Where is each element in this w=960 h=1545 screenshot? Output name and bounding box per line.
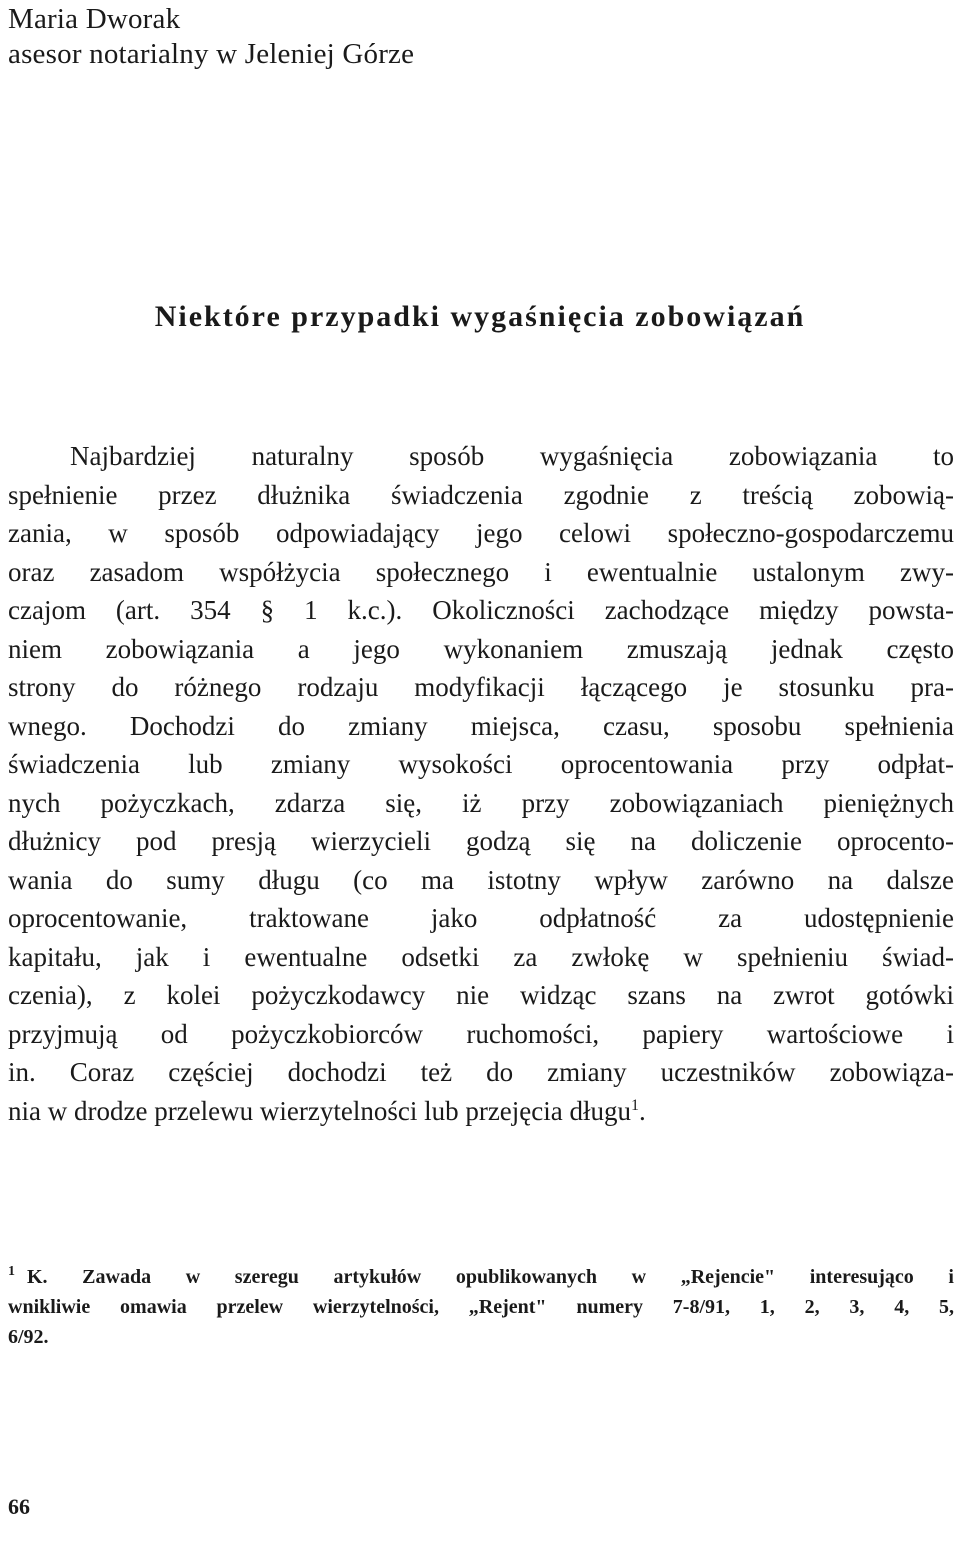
body-line: dłużnicy pod presją wierzycieli godzą się na doliczenie oprocento-: [8, 826, 954, 856]
body-line: wnego. Dochodzi do zmiany miejsca, czasu, sposobu spełnienia: [8, 710, 954, 741]
body-line: czajom (art. 354 § 1 k.c.). Okoliczności zachodzące między powsta-: [8, 595, 954, 625]
footnote-marker: 1: [8, 1264, 15, 1280]
page-number: 66: [8, 1494, 30, 1519]
author-block: [8, 2, 414, 72]
body-line: wania do sumy długu (co ma istotny wpływ zarówno na dalsze: [8, 864, 954, 895]
body-line: spełnienie przez dłużnika świadczenia zgodnie z treścią zobowią-: [8, 479, 954, 510]
body-line: Najbardziej naturalny sposób wygaśnięcia zobowiązania to: [70, 441, 954, 471]
body-line: przyjmują od pożyczkobiorców ruchomości, papiery wartościowe i: [8, 1018, 954, 1049]
article-body: [8, 437, 954, 1130]
body-line-last: [8, 1092, 954, 1131]
body-line: kapitału, jak i ewentualne odsetki za zwłokę w spełnieniu świad-: [8, 941, 954, 972]
footnote-line: wnikliwie omawia przelew wierzytelności, „Rejent" numery 7-8/91, 1, 2, 3, 4, 5,: [8, 1296, 954, 1318]
footnote-first-text: K. Zawada w szeregu artykułów opublikowanych w „Rejencie" interesująco i: [27, 1266, 954, 1288]
body-last-punct: .: [639, 1095, 646, 1126]
body-line: świadczenia lub zmiany wysokości oprocentowania przy odpłat-: [8, 749, 954, 779]
article-title: Niektóre przypadki wygaśnięcia zobowiązań: [154, 300, 806, 333]
body-line: strony do różnego rodzaju modyfikacji łączącego je stosunku pra-: [8, 672, 954, 702]
author-position: asesor notarialny w Jeleniej Górze: [8, 38, 415, 70]
body-line: nych pożyczkach, zdarza się, iż przy zobowiązaniach pieniężnych: [8, 787, 954, 818]
body-last-text: nia w drodze przelewu wierzytelności lub przejęcia długu: [8, 1095, 631, 1126]
body-line: zania, w sposób odpowiadający jego celowi społeczno-gospodarczemu: [8, 518, 954, 548]
body-line: oraz zasadom współżycia społecznego i ewentualnie ustalonym zwy-: [8, 556, 954, 587]
body-line: oprocentowanie, traktowane jako odpłatność za udostępnienie: [8, 903, 954, 933]
author-name: Maria Dworak: [8, 3, 181, 35]
footnote-reference[interactable]: 1: [631, 1096, 639, 1114]
body-line: in. Coraz częściej dochodzi też do zmiany uczestników zobowiąza-: [8, 1057, 954, 1087]
footnote-line: [8, 1262, 954, 1292]
footnote: [8, 1262, 954, 1352]
body-line: niem zobowiązania a jego wykonaniem zmuszają jednak często: [8, 633, 954, 664]
body-line: czenia), z kolei pożyczkodawcy nie widząc szans na zwrot gotówki: [8, 980, 954, 1010]
footnote-line-last: 6/92.: [8, 1326, 49, 1348]
